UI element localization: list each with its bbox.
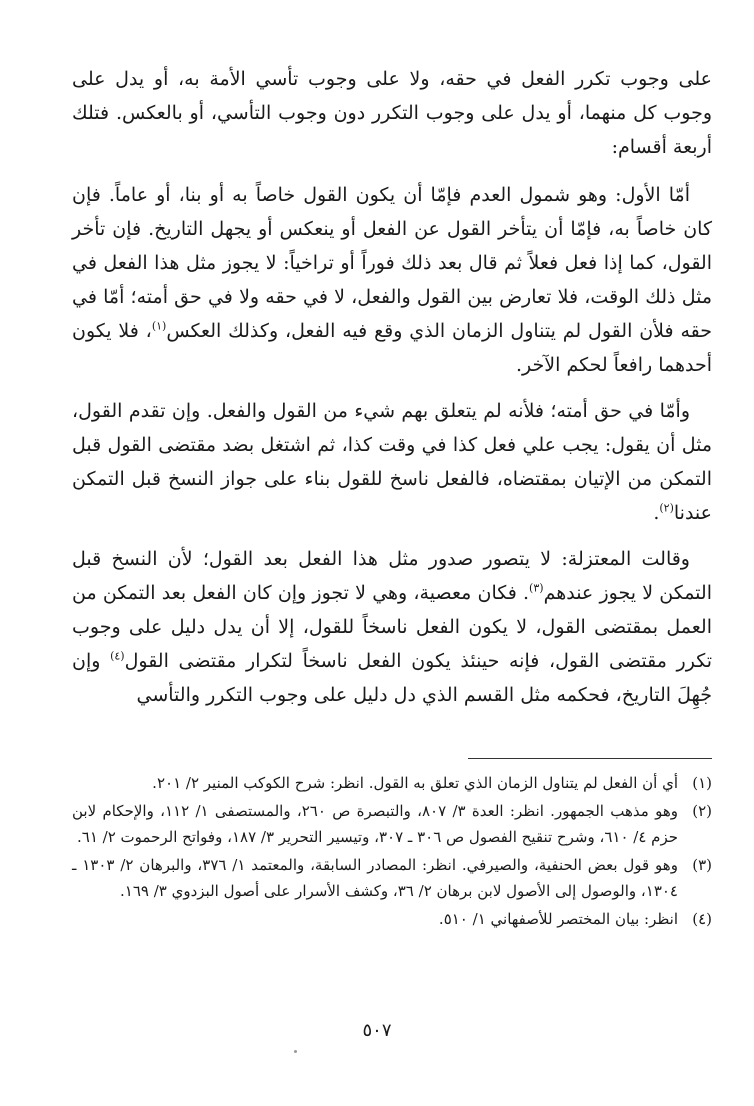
footnote-item (72, 798, 712, 850)
paragraph-1: على وجوب تكرر الفعل في حقه، ولا على وجوب تأسي الأمة به، أو يدل على وجوب كل منهما، أو يدل على وجوب التكرر دون وجوب التأسي، أو بالعكس. فتلك أربعة أقسام: (72, 68, 712, 158)
paragraph-2-text: أمّا الأول: وهو شمول العدم فإمّا أن يكون القول خاصاً به أو بنا، أو عاماً. فإن كان خاصاً به، فإمّا أن يتأخر القول عن الفعل أو ينعكس أو يجهل التاريخ. فإن تأخر القول، كما إذا فعل فعلاً ثم قال بعد ذلك فوراً أو تراخياً: لا يجوز مثل هذا الفعل في مثل ذلك الوقت، فلا تعارض بين القول والفعل، لا في حقه ولا في حق أمته؛ أمّا في حقه فلأن القول لم يتناول الزمان الذي وقع فيه الفعل، وكذلك العكس (72, 184, 712, 342)
footnote-text: انظر: بيان المختصر للأصفهاني ١/ ٥١٠. (438, 910, 678, 928)
footnote-item (72, 770, 712, 796)
footnote-number: (٤) (692, 910, 712, 928)
footnotes (72, 770, 712, 934)
footnote-number: (١) (692, 774, 712, 792)
footnote-ref-1: (١) (151, 319, 167, 333)
footnote-separator (468, 758, 712, 759)
footnote-item (72, 906, 712, 932)
footnote-ref-3: (٣) (529, 581, 544, 595)
footnote-text: وهو قول بعض الحنفية، والصيرفي. انظر: المصادر السابقة، والمعتمد ١/ ٣٧٦، والبرهان ٢/ ١٣٠٣ ـ ١٣٠٤، والوصول إلى الأصول لابن برهان ٢/ ٣٦، وكشف الأسرار على أصول البزدوي ٣/ ١٦٩. (72, 856, 678, 900)
main-text (72, 62, 712, 724)
footnote-item (72, 852, 712, 904)
paragraph-2 (72, 178, 712, 382)
print-dot-mark (294, 1050, 297, 1053)
page-number: ٥٠٧ (362, 1020, 392, 1041)
footnote-text: وهو مذهب الجمهور. انظر: العدة ٣/ ٨٠٧، والتبصرة ص ٢٦٠، والمستصفى ١/ ١١٢، والإحكام لابن حزم ٤/ ٦١٠، وشرح تنقيح الفصول ص ٣٠٦ ـ ٣٠٧، وتيسير التحرير ٣/ ١٨٧، وفواتح الرحموت ٢/ ٦١. (72, 802, 679, 846)
paragraph-4-part-1: وقالت المعتزلة: لا يتصور صدور مثل هذا الفعل بعد القول؛ لأن النسخ قبل التمكن لا يجوز عندهم (72, 548, 712, 604)
paragraph-4 (72, 542, 712, 712)
footnote-number: (٣) (692, 856, 712, 874)
paragraph-4-part-2: . فكان معصية، وهي لا تجوز وإن كان الفعل بعد التمكن من العمل بمقتضى القول، لا يكون الفعل ناسخاً للقول، إلا أن يدل دليل على وجوب تكرر مقتضى القول، فإنه حينئذ يكون الفعل ناسخاً لتكرار مقتضى القول (72, 582, 712, 672)
paragraph-3 (72, 394, 712, 530)
footnote-ref-4: (٤) (110, 649, 125, 663)
footnote-ref-2: (٢) (659, 501, 674, 515)
paragraph-2-tail: ، فلا يكون أحدهما رافعاً لحكم الآخر. (72, 320, 712, 376)
paragraph-3-text: وأمّا في حق أمته؛ فلأنه لم يتعلق بهم شيء من القول والفعل. وإن تقدم القول، مثل أن يقول: يجب علي فعل كذا في وقت كذا، ثم اشتغل بضد مقتضى القول قبل التمكن من الإتيان بمقتضاه، فالفعل ناسخ للقول بناء على جواز النسخ قبل التمكن عندنا (72, 400, 712, 524)
paragraph-3-tail: . (653, 502, 660, 524)
footnote-text: أي أن الفعل لم يتناول الزمان الذي تعلق به القول. انظر: شرح الكوكب المنير ٢/ ٢٠١. (152, 774, 678, 792)
paragraph-4-part-3: وإن جُهِلَ التاريخ، فحكمه مثل القسم الذي دل دليل على وجوب التكرر والتأسي (72, 650, 712, 706)
footnote-number: (٢) (692, 802, 712, 820)
